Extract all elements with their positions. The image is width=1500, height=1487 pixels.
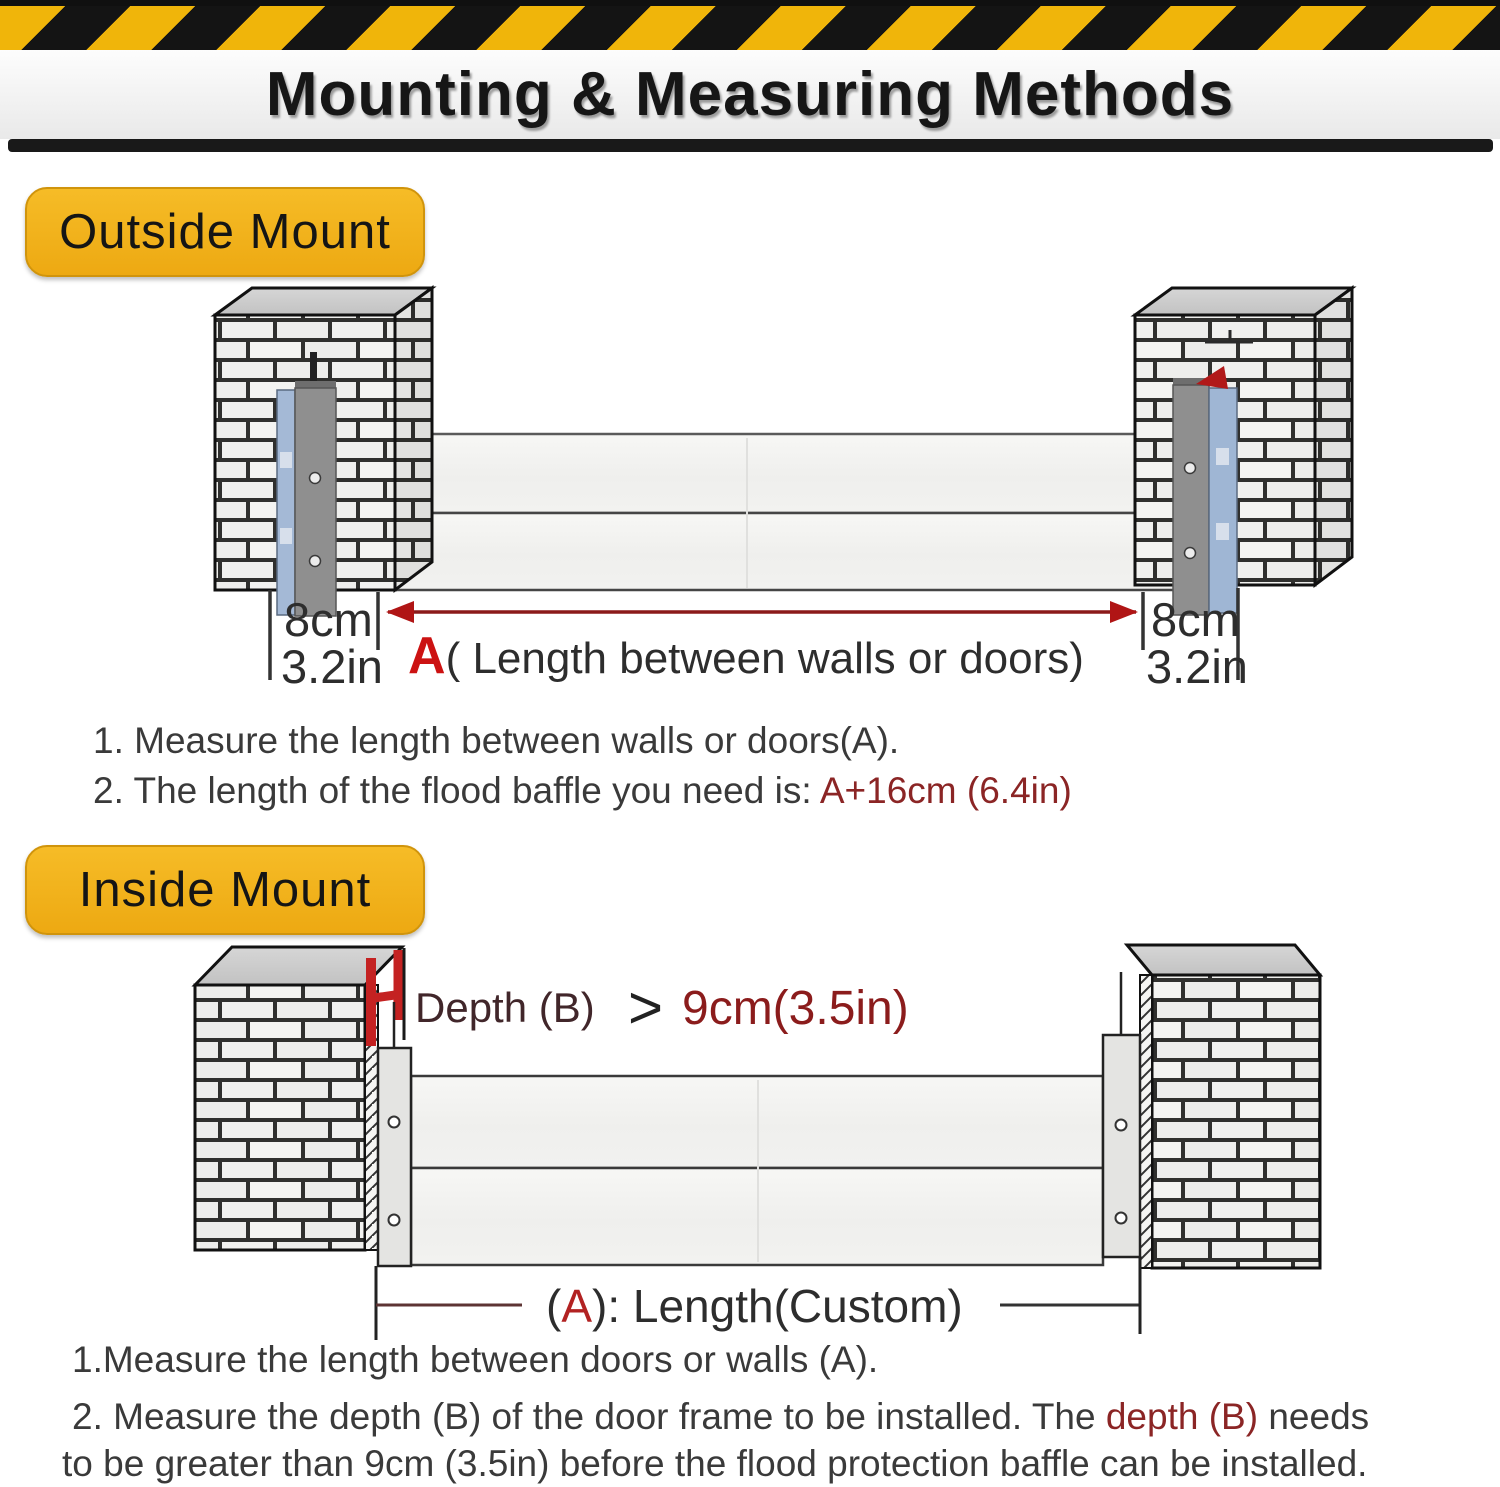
- arrowhead-right-icon: [1110, 601, 1138, 623]
- depth-annotation: [415, 974, 909, 1041]
- left-bracket-outside: [277, 352, 336, 616]
- right-bracket-inside: [1103, 972, 1140, 1257]
- bracket-plate: [378, 1048, 411, 1266]
- inside-step-1: 1.Measure the length between doors or walls (A).: [72, 1339, 879, 1380]
- inside-step-2-continued: to be greater than 9cm (3.5in) before the flood protection baffle can be installed.: [62, 1443, 1368, 1484]
- header-banner: [0, 0, 1500, 158]
- caution-stripes: [0, 0, 1500, 50]
- seal-strip: [277, 390, 295, 615]
- left-pillar-inside: [195, 947, 404, 1250]
- screw: [389, 1215, 400, 1226]
- page-title: Mounting & Measuring Methods: [265, 60, 1235, 129]
- screw: [1185, 463, 1196, 474]
- outside-mount-badge: [25, 187, 425, 277]
- bracket-channel: [295, 388, 336, 616]
- flood-barrier-inside: [411, 1076, 1103, 1265]
- right-pillar-inside: [1127, 945, 1320, 1268]
- left-bracket-inside: [378, 1002, 411, 1266]
- bracket-channel: [1173, 385, 1209, 615]
- dimension-outside: [270, 588, 1248, 690]
- outside-mount-badge-label: Outside Mount: [59, 205, 391, 259]
- arrowhead-left-icon: [386, 601, 414, 623]
- right-offset-cm: 8cm: [1151, 593, 1240, 646]
- outside-instructions: [93, 716, 1072, 816]
- greater-than-sign: >: [628, 974, 664, 1041]
- depth-label: Depth (B): [415, 984, 595, 1031]
- formula-value: A+16cm (6.4in): [819, 770, 1072, 811]
- outside-mount-diagram: [0, 280, 1500, 690]
- span-label: A( Length between walls or doors): [408, 627, 1084, 685]
- title-band: [0, 50, 1500, 139]
- depth-b-highlight: depth (B): [1105, 1396, 1259, 1437]
- right-offset-in: 3.2in: [1146, 640, 1248, 690]
- outside-step-1: 1. Measure the length between walls or doors(A).: [93, 720, 900, 761]
- right-pillar-outside: [1135, 288, 1352, 585]
- screw: [1116, 1213, 1127, 1224]
- inside-mount-badge-label: Inside Mount: [78, 863, 372, 917]
- screw: [1185, 548, 1196, 559]
- left-offset-in: 3.2in: [281, 640, 383, 690]
- screw: [310, 473, 321, 484]
- pillar-depth-edge: [1140, 975, 1152, 1268]
- left-offset-cm: 8cm: [284, 593, 373, 646]
- inside-mount-badge: [25, 845, 425, 935]
- flood-barrier-outside: [333, 434, 1175, 590]
- screw: [1116, 1120, 1127, 1131]
- screw: [389, 1117, 400, 1128]
- inside-mount-diagram: [0, 940, 1500, 1340]
- length-label: (A): Length(Custom): [546, 1280, 963, 1332]
- inside-instructions: [62, 1336, 1370, 1487]
- banner-divider: [8, 139, 1493, 152]
- inside-step-2: 2. Measure the depth (B) of the door frame to be installed. The depth (B) needs: [72, 1396, 1370, 1437]
- outside-step-2: 2. The length of the flood baffle you need is: A+16cm (6.4in): [93, 770, 1072, 811]
- dimension-inside: [376, 1256, 1140, 1340]
- right-bracket-outside: [1173, 366, 1237, 615]
- screw: [310, 556, 321, 567]
- seal-strip: [1209, 388, 1237, 613]
- depth-value: 9cm(3.5in): [682, 982, 909, 1035]
